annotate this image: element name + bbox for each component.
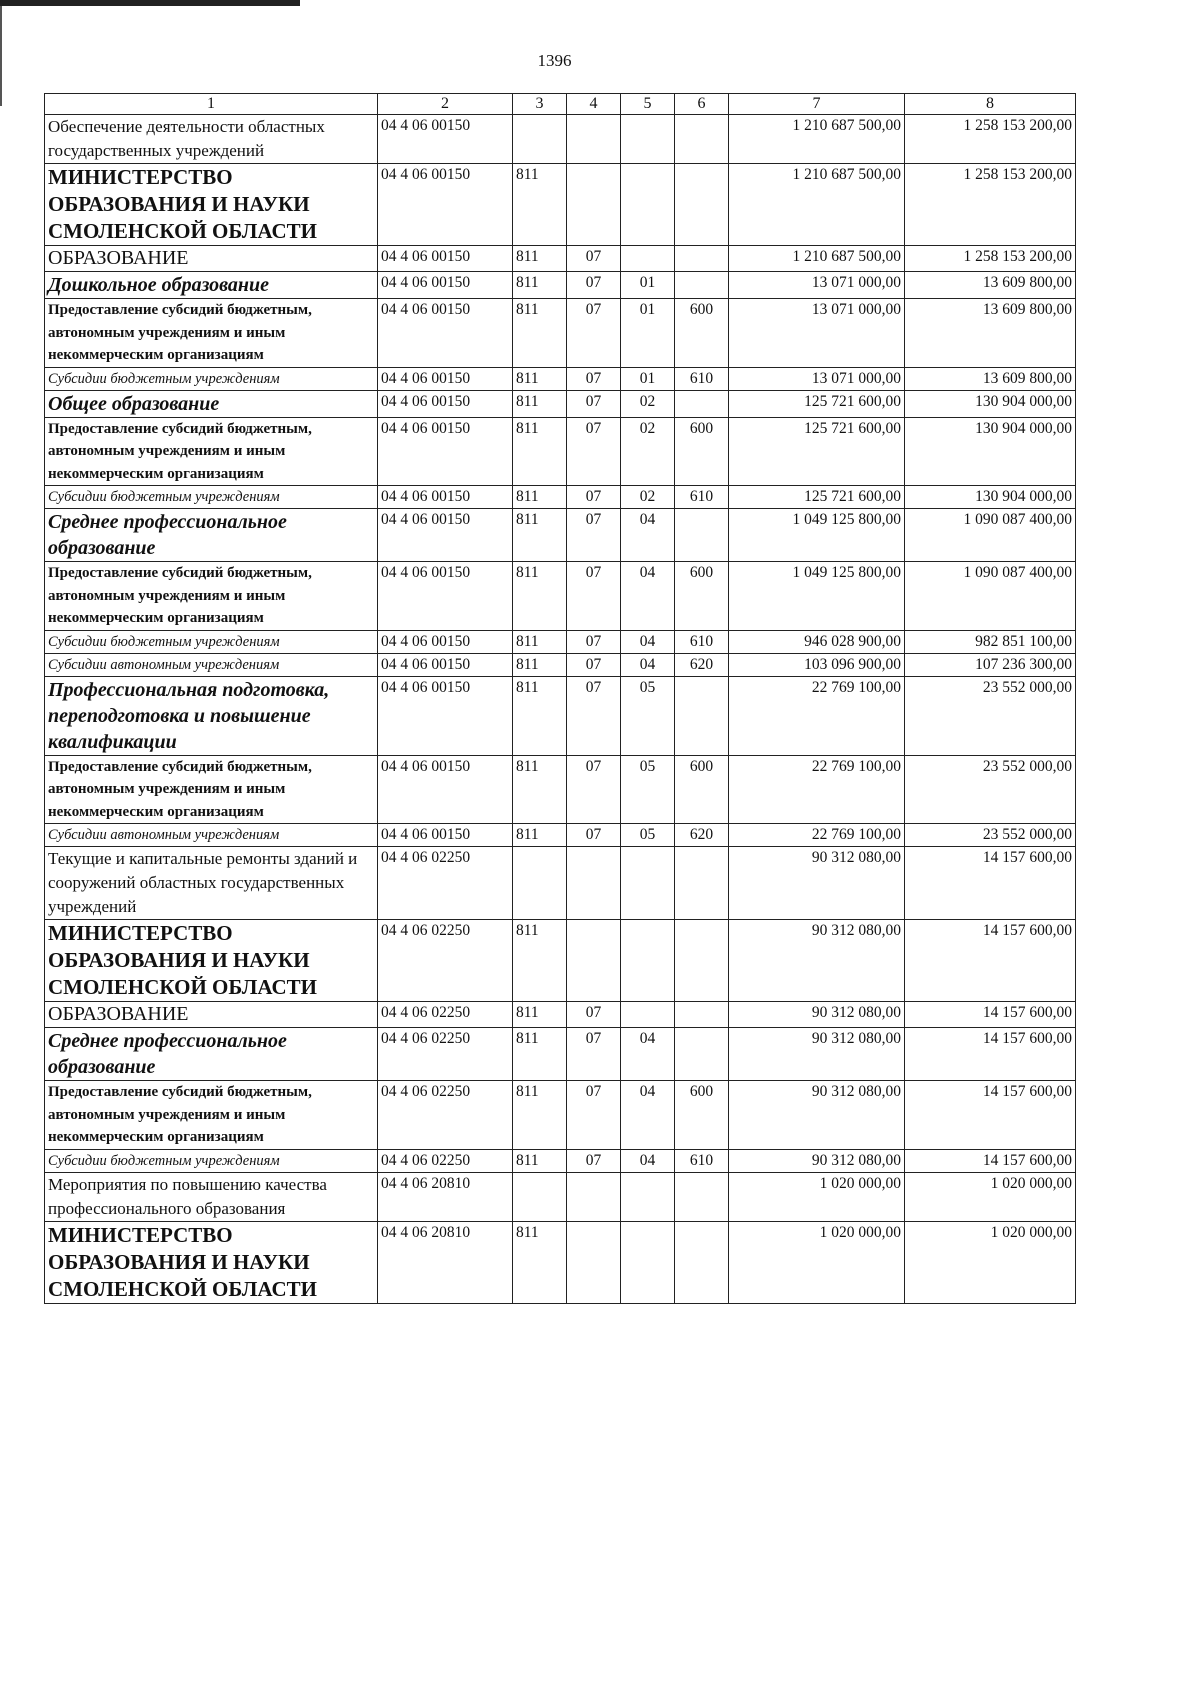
amount-year-2: 13 609 800,00 [905,367,1076,390]
department-code: 811 [513,653,567,676]
amount-year-1: 90 312 080,00 [729,1002,905,1028]
amount-year-1: 90 312 080,00 [729,1081,905,1150]
department-code: 811 [513,367,567,390]
amount-year-1: 90 312 080,00 [729,1028,905,1081]
row-name-text: Обеспечение деятельности областных государственных учреждений [48,117,325,160]
target-article-code: 04 4 06 00150 [378,367,513,390]
subsection-code [621,1221,675,1303]
amount-year-1: 125 721 600,00 [729,390,905,417]
row-name-text: Предоставление субсидий бюджетным, автономным учреждениям и иным некоммерческим организациям [48,1084,312,1145]
row-name-text: Субсидии автономным учреждениям [48,827,280,843]
section-code: 07 [567,486,621,509]
row-name-text: МИНИСТЕРСТВО ОБРАЗОВАНИЯ И НАУКИ СМОЛЕНСКОЙ ОБЛАСТИ [48,921,318,999]
row-name [45,824,378,847]
subsection-code [621,164,675,246]
expense-kind-code: 600 [675,417,729,486]
department-code: 811 [513,299,567,368]
amount-year-2: 1 258 153 200,00 [905,164,1076,246]
department-code: 811 [513,1002,567,1028]
expense-kind-code: 610 [675,367,729,390]
expense-kind-code: 620 [675,653,729,676]
expense-kind-code: 610 [675,630,729,653]
subsection-code [621,1002,675,1028]
department-code: 811 [513,246,567,272]
target-article-code: 04 4 06 02250 [378,1002,513,1028]
amount-year-1: 13 071 000,00 [729,299,905,368]
table-row [45,755,1076,824]
row-name-text: Субсидии бюджетным учреждениям [48,1152,280,1169]
department-code: 811 [513,1221,567,1303]
expense-kind-code: 600 [675,562,729,631]
subsection-code [621,115,675,164]
subsection-code: 01 [621,367,675,390]
department-code: 811 [513,1028,567,1081]
table-row [45,562,1076,631]
amount-year-2: 1 020 000,00 [905,1221,1076,1303]
row-name [45,299,378,368]
subsection-code: 01 [621,299,675,368]
row-name-text: Предоставление субсидий бюджетным, автономным учреждениям и иным некоммерческим организациям [48,758,312,820]
expense-kind-code [675,509,729,562]
section-code: 07 [567,653,621,676]
amount-year-2: 23 552 000,00 [905,676,1076,755]
table-row [45,272,1076,299]
header-cell: 6 [675,94,729,115]
department-code: 811 [513,1149,567,1172]
department-code [513,115,567,164]
department-code: 811 [513,562,567,631]
amount-year-2: 23 552 000,00 [905,755,1076,824]
row-name [45,630,378,653]
expense-kind-code [675,272,729,299]
table-row [45,417,1076,486]
department-code: 811 [513,272,567,299]
section-code: 07 [567,824,621,847]
header-cell: 7 [729,94,905,115]
expense-kind-code [675,1002,729,1028]
subsection-code [621,1172,675,1221]
amount-year-1: 1 049 125 800,00 [729,562,905,631]
row-name [45,1002,378,1028]
target-article-code: 04 4 06 00150 [378,115,513,164]
header-cell: 2 [378,94,513,115]
amount-year-2: 130 904 000,00 [905,390,1076,417]
amount-year-1: 103 096 900,00 [729,653,905,676]
page-number: 1396 [537,51,572,70]
section-code: 07 [567,1149,621,1172]
header-cell: 4 [567,94,621,115]
row-name-text: МИНИСТЕРСТВО ОБРАЗОВАНИЯ И НАУКИ СМОЛЕНСКОЙ ОБЛАСТИ [48,1222,318,1301]
expense-kind-code [675,676,729,755]
section-code: 07 [567,509,621,562]
section-code: 07 [567,755,621,824]
expense-kind-code [675,390,729,417]
target-article-code: 04 4 06 00150 [378,417,513,486]
subsection-code [621,847,675,920]
target-article-code: 04 4 06 00150 [378,755,513,824]
target-article-code: 04 4 06 00150 [378,509,513,562]
department-code: 811 [513,824,567,847]
section-code: 07 [567,1081,621,1150]
table-row [45,390,1076,417]
amount-year-2: 14 157 600,00 [905,1028,1076,1081]
amount-year-1: 22 769 100,00 [729,676,905,755]
department-code [513,847,567,920]
header-cell: 1 [45,94,378,115]
section-code [567,920,621,1002]
target-article-code: 04 4 06 00150 [378,630,513,653]
subsection-code: 02 [621,390,675,417]
table-row [45,847,1076,920]
amount-year-1: 90 312 080,00 [729,847,905,920]
department-code [513,1172,567,1221]
amount-year-1: 22 769 100,00 [729,755,905,824]
subsection-code: 04 [621,1028,675,1081]
department-code: 811 [513,164,567,246]
department-code: 811 [513,755,567,824]
subsection-code: 05 [621,824,675,847]
subsection-code [621,920,675,1002]
header-row [45,94,1076,115]
amount-year-1: 946 028 900,00 [729,630,905,653]
table-row [45,509,1076,562]
amount-year-2: 1 090 087 400,00 [905,509,1076,562]
table-row [45,1172,1076,1221]
row-name-text: Предоставление субсидий бюджетным, автономным учреждениям и иным некоммерческим организациям [48,565,312,626]
expense-kind-code [675,1172,729,1221]
row-name [45,367,378,390]
subsection-code: 04 [621,509,675,562]
expense-kind-code [675,246,729,272]
target-article-code: 04 4 06 20810 [378,1172,513,1221]
department-code: 811 [513,390,567,417]
target-article-code: 04 4 06 02250 [378,1028,513,1081]
target-article-code: 04 4 06 20810 [378,1221,513,1303]
table-row [45,115,1076,164]
subsection-code: 02 [621,417,675,486]
amount-year-1: 1 210 687 500,00 [729,164,905,246]
amount-year-2: 130 904 000,00 [905,417,1076,486]
budget-table [44,93,1076,1304]
row-name-text: Дошкольное образование [48,274,270,296]
table-row [45,1081,1076,1150]
subsection-code: 04 [621,630,675,653]
table-row [45,1028,1076,1081]
header-cell: 3 [513,94,567,115]
table-row [45,246,1076,272]
table-row [45,1002,1076,1028]
table-row [45,486,1076,509]
table-row [45,676,1076,755]
subsection-code: 02 [621,486,675,509]
target-article-code: 04 4 06 00150 [378,562,513,631]
amount-year-1: 1 020 000,00 [729,1221,905,1303]
section-code: 07 [567,272,621,299]
target-article-code: 04 4 06 00150 [378,653,513,676]
amount-year-2: 1 258 153 200,00 [905,246,1076,272]
subsection-code: 04 [621,1081,675,1150]
target-article-code: 04 4 06 02250 [378,920,513,1002]
row-name-text: ОБРАЗОВАНИЕ [48,1003,189,1025]
section-code: 07 [567,299,621,368]
amount-year-1: 1 210 687 500,00 [729,246,905,272]
amount-year-2: 1 258 153 200,00 [905,115,1076,164]
amount-year-1: 125 721 600,00 [729,417,905,486]
expense-kind-code: 620 [675,824,729,847]
table-row [45,1221,1076,1303]
section-code: 07 [567,1002,621,1028]
section-code: 07 [567,676,621,755]
row-name [45,1081,378,1150]
amount-year-2: 14 157 600,00 [905,847,1076,920]
row-name [45,920,378,1002]
row-name-text: Мероприятия по повышению качества профессионального образования [48,1174,327,1218]
table-row [45,920,1076,1002]
table-row [45,299,1076,368]
header-cell: 8 [905,94,1076,115]
row-name [45,1221,378,1303]
table-row [45,630,1076,653]
expense-kind-code [675,1221,729,1303]
table-row [45,653,1076,676]
row-name [45,246,378,272]
row-name-text: Общее образование [48,392,220,415]
row-name-text: Субсидии бюджетным учреждениям [48,370,280,387]
row-name [45,390,378,417]
department-code: 811 [513,920,567,1002]
amount-year-2: 14 157 600,00 [905,920,1076,1002]
row-name [45,272,378,299]
amount-year-1: 125 721 600,00 [729,486,905,509]
row-name [45,509,378,562]
section-code: 07 [567,1028,621,1081]
section-code: 07 [567,367,621,390]
row-name-text: Текущие и капитальные ремонты зданий и сооружений областных государственных учреждений [48,849,358,916]
section-code: 07 [567,390,621,417]
amount-year-1: 90 312 080,00 [729,920,905,1002]
expense-kind-code: 610 [675,486,729,509]
row-name [45,653,378,676]
department-code: 811 [513,676,567,755]
amount-year-2: 982 851 100,00 [905,630,1076,653]
section-code [567,1172,621,1221]
target-article-code: 04 4 06 00150 [378,164,513,246]
table-row [45,824,1076,847]
row-name [45,486,378,509]
row-name [45,417,378,486]
amount-year-2: 1 020 000,00 [905,1172,1076,1221]
department-code: 811 [513,630,567,653]
expense-kind-code [675,847,729,920]
table-row [45,164,1076,246]
subsection-code: 04 [621,653,675,676]
row-name [45,1149,378,1172]
row-name [45,847,378,920]
scan-edge-top [0,0,300,6]
amount-year-1: 1 020 000,00 [729,1172,905,1221]
expense-kind-code [675,164,729,246]
subsection-code: 01 [621,272,675,299]
amount-year-2: 14 157 600,00 [905,1149,1076,1172]
section-code: 07 [567,417,621,486]
amount-year-2: 14 157 600,00 [905,1002,1076,1028]
row-name [45,1172,378,1221]
section-code [567,1221,621,1303]
department-code: 811 [513,486,567,509]
expense-kind-code [675,1028,729,1081]
amount-year-2: 14 157 600,00 [905,1081,1076,1150]
row-name-text: Предоставление субсидий бюджетным, автономным учреждениям и иным некоммерческим организациям [48,302,312,363]
section-code: 07 [567,630,621,653]
row-name-text: Предоставление субсидий бюджетным, автономным учреждениям и иным некоммерческим организациям [48,420,312,482]
row-name-text: Среднее профессиональное образование [48,511,287,559]
amount-year-2: 13 609 800,00 [905,299,1076,368]
row-name-text: Профессиональная подготовка, переподготовка и повышение квалификации [48,678,330,753]
row-name [45,1028,378,1081]
row-name [45,115,378,164]
subsection-code [621,246,675,272]
row-name [45,755,378,824]
amount-year-1: 13 071 000,00 [729,272,905,299]
target-article-code: 04 4 06 00150 [378,246,513,272]
target-article-code: 04 4 06 00150 [378,272,513,299]
amount-year-1: 1 210 687 500,00 [729,115,905,164]
amount-year-1: 22 769 100,00 [729,824,905,847]
table-row [45,1149,1076,1172]
target-article-code: 04 4 06 02250 [378,847,513,920]
row-name [45,164,378,246]
expense-kind-code [675,920,729,1002]
section-code [567,164,621,246]
section-code: 07 [567,562,621,631]
subsection-code: 05 [621,755,675,824]
amount-year-2: 1 090 087 400,00 [905,562,1076,631]
section-code: 07 [567,246,621,272]
department-code: 811 [513,417,567,486]
amount-year-2: 107 236 300,00 [905,653,1076,676]
amount-year-2: 13 609 800,00 [905,272,1076,299]
amount-year-2: 23 552 000,00 [905,824,1076,847]
row-name-text: МИНИСТЕРСТВО ОБРАЗОВАНИЯ И НАУКИ СМОЛЕНСКОЙ ОБЛАСТИ [48,165,318,243]
row-name [45,676,378,755]
subsection-code: 04 [621,1149,675,1172]
expense-kind-code: 600 [675,755,729,824]
target-article-code: 04 4 06 00150 [378,824,513,847]
header-cell: 5 [621,94,675,115]
expense-kind-code: 600 [675,299,729,368]
target-article-code: 04 4 06 00150 [378,299,513,368]
row-name-text: Среднее профессиональное образование [48,1030,287,1078]
row-name-text: ОБРАЗОВАНИЕ [48,247,189,269]
department-code: 811 [513,509,567,562]
table-row [45,367,1076,390]
amount-year-1: 90 312 080,00 [729,1149,905,1172]
row-name-text: Субсидии бюджетным учреждениям [48,489,280,505]
target-article-code: 04 4 06 00150 [378,390,513,417]
target-article-code: 04 4 06 00150 [378,486,513,509]
row-name-text: Субсидии бюджетным учреждениям [48,633,280,650]
row-name-text: Субсидии автономным учреждениям [48,656,280,673]
target-article-code: 04 4 06 02250 [378,1081,513,1150]
expense-kind-code: 610 [675,1149,729,1172]
target-article-code: 04 4 06 00150 [378,676,513,755]
expense-kind-code: 600 [675,1081,729,1150]
target-article-code: 04 4 06 02250 [378,1149,513,1172]
expense-kind-code [675,115,729,164]
department-code: 811 [513,1081,567,1150]
section-code [567,115,621,164]
amount-year-1: 13 071 000,00 [729,367,905,390]
subsection-code: 04 [621,562,675,631]
subsection-code: 05 [621,676,675,755]
amount-year-2: 130 904 000,00 [905,486,1076,509]
section-code [567,847,621,920]
amount-year-1: 1 049 125 800,00 [729,509,905,562]
row-name [45,562,378,631]
